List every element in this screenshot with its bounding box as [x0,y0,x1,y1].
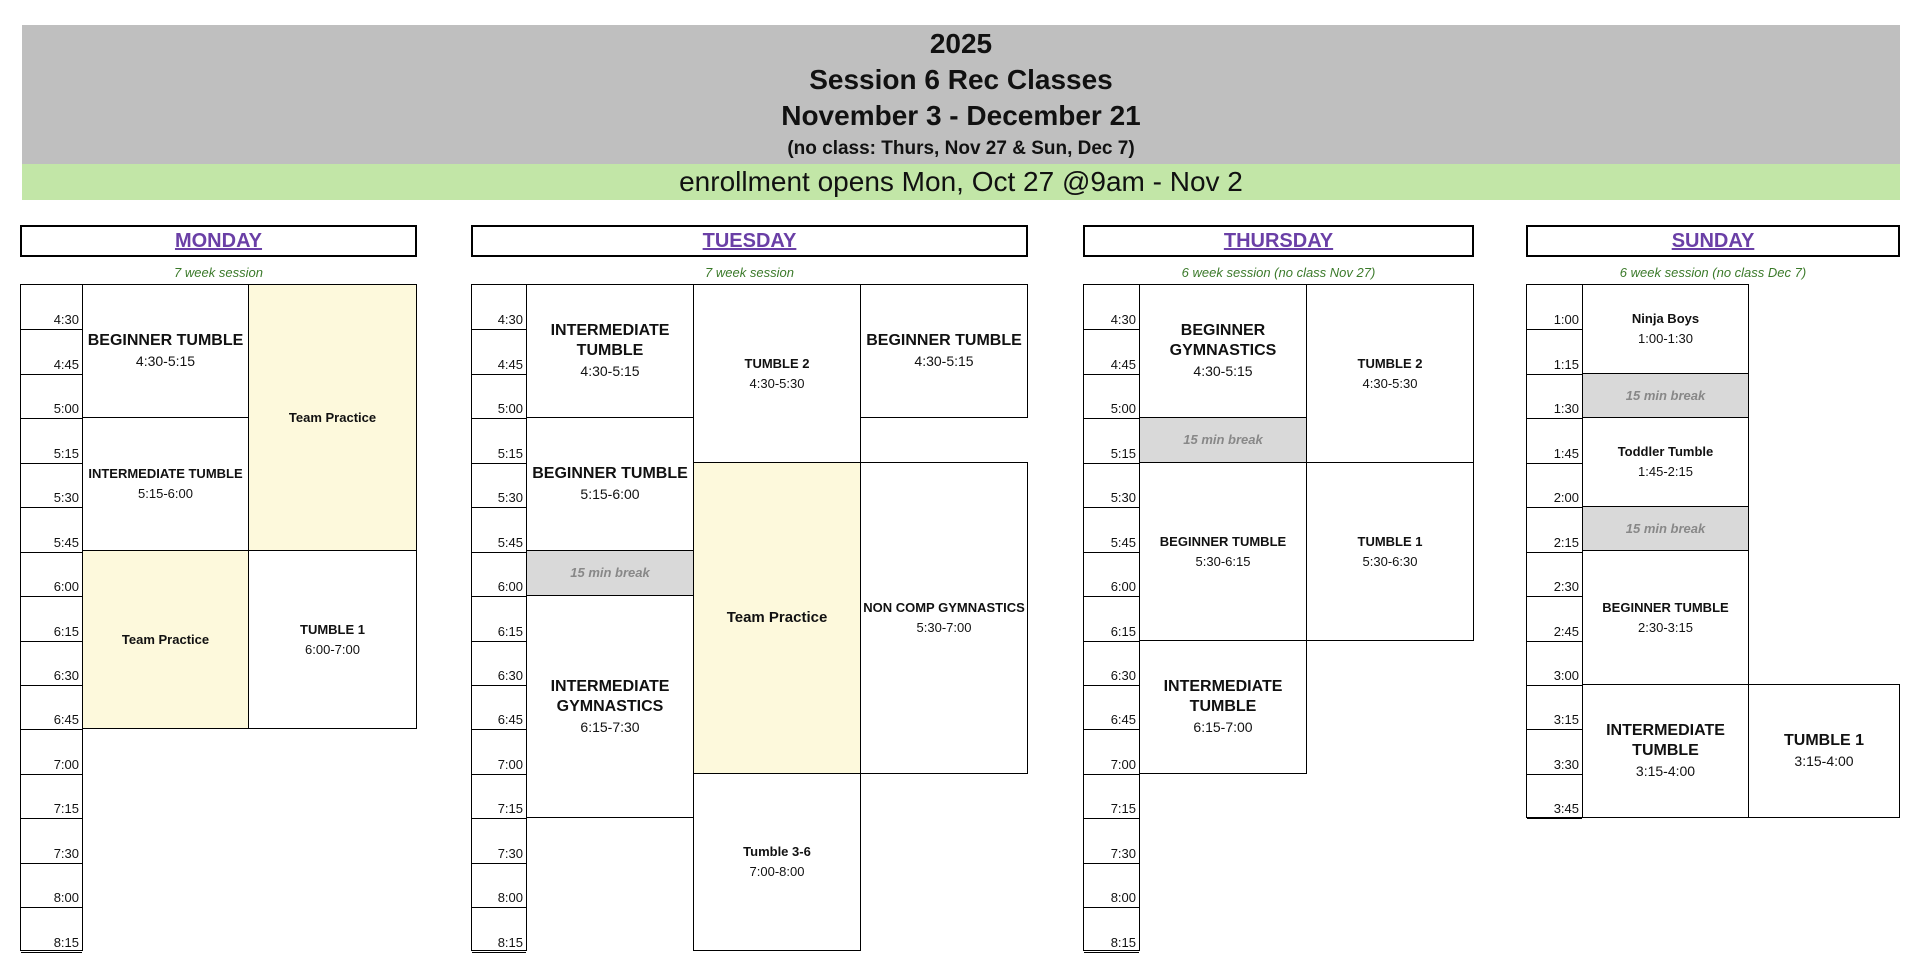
break-label: 15 min break [1625,520,1706,536]
time-label: 4:30 [1110,312,1136,328]
time-label: 7:00 [497,756,523,772]
time-slot [472,863,526,908]
break-label: 15 min break [1183,432,1263,447]
class-name: Tumble 3-6 [743,844,811,859]
time-slot [472,641,526,686]
class-block [1139,462,1307,641]
class-block [526,284,694,418]
day-header-monday: MONDAY [20,225,417,257]
class-time: 6:15-7:30 [580,718,640,735]
time-label: 5:30 [53,490,79,506]
session-note-monday: 7 week session [174,265,263,280]
time-slot [472,774,526,819]
time-label: 4:45 [497,356,523,372]
session-note-sunday: 6 week session (no class Dec 7) [1619,265,1807,280]
class-block [1582,417,1749,507]
time-label: 6:45 [53,712,79,728]
time-slot [1527,774,1582,819]
class-time: 4:30-5:15 [1193,363,1253,379]
class-name: TUMBLE 1 [300,621,365,637]
time-slot [21,818,82,863]
day-header-tuesday: TUESDAY [471,225,1028,257]
class-time: 7:00-8:00 [749,864,805,879]
class-block [693,284,861,463]
break-block [1139,417,1307,463]
class-block [1306,284,1474,463]
break-block [526,550,694,596]
class-time: 4:30-5:15 [914,353,974,369]
class-time: 5:15-6:00 [580,486,640,502]
time-label: 2:00 [1553,490,1579,506]
class-time: 4:30-5:30 [749,375,805,391]
time-slot [21,374,82,419]
time-label: 2:30 [1553,579,1579,595]
time-label: 8:00 [1110,890,1136,906]
time-label: 6:00 [497,579,523,595]
time-slot [472,285,526,330]
time-label: 8:00 [53,890,79,906]
time-label: 2:15 [1553,534,1579,550]
class-block [1139,640,1307,774]
class-block [860,284,1028,418]
class-name: BEGINNER GYMNASTICS [1169,322,1277,359]
time-slot [21,774,82,819]
class-name: TUMBLE 1 [1357,533,1423,549]
time-slot [21,507,82,552]
time-slot [21,907,82,952]
class-block [693,773,861,951]
time-slot [1527,685,1582,730]
time-slot [472,685,526,730]
time-label: 8:00 [497,890,523,906]
time-label: 6:00 [1110,579,1136,595]
time-slot [1084,329,1139,374]
class-time: 1:00-1:30 [1638,331,1693,346]
time-label: 8:15 [1110,934,1136,950]
time-slot [1084,730,1139,775]
break-label: 15 min break [1625,387,1706,403]
time-slot [472,907,526,952]
class-block [1582,684,1749,818]
time-slot [472,730,526,775]
class-time: 5:30-7:00 [916,620,972,635]
time-label: 6:30 [1110,668,1136,684]
time-slot [1084,507,1139,552]
time-slot [1084,374,1139,419]
class-block [82,284,249,418]
class-block [1306,462,1474,641]
class-time: 5:30-6:15 [1195,553,1251,569]
class-time: 6:15-7:00 [1193,719,1253,735]
time-label: 7:30 [1110,845,1136,861]
class-name: BEGINNER TUMBLE [866,332,1022,349]
time-label: 1:15 [1553,356,1579,372]
class-name: INTERMEDIATE GYMNASTICS [550,677,670,715]
class-block [860,462,1028,774]
time-slot [21,863,82,908]
class-name: INTERMEDIATE TUMBLE [550,322,670,359]
class-name: TUMBLE 2 [744,355,810,371]
class-name: INTERMEDIATE TUMBLE [88,466,243,481]
session-note-tuesday: 7 week session [705,265,794,280]
class-name: Team Practice [726,609,828,626]
time-slot [1084,463,1139,508]
class-name: Team Practice [121,631,210,647]
time-label: 5:15 [497,445,523,461]
time-label: 5:15 [1110,445,1136,461]
time-slot [1084,285,1139,330]
time-label: 7:15 [1110,801,1136,817]
time-column-sunday [1526,284,1583,818]
class-name: TUMBLE 2 [1357,355,1423,371]
time-slot [21,685,82,730]
time-slot [1527,374,1582,419]
class-time: 5:15-6:00 [138,486,193,501]
time-slot [1527,463,1582,508]
time-slot [21,730,82,775]
time-label: 2:45 [1553,623,1579,639]
time-label: 7:15 [497,801,523,817]
time-label: 6:15 [53,623,79,639]
time-slot [21,285,82,330]
time-label: 6:45 [1110,712,1136,728]
time-column-tuesday [471,284,527,951]
time-label: 6:30 [53,668,79,684]
time-slot [472,818,526,863]
time-label: 5:45 [53,534,79,550]
time-slot [21,418,82,463]
time-slot [1084,641,1139,686]
time-label: 5:00 [53,401,79,417]
time-slot [1084,552,1139,597]
time-slot [1527,730,1582,775]
time-label: 1:30 [1553,401,1579,417]
time-label: 7:15 [53,801,79,817]
schedule-header [22,25,1900,164]
time-label: 4:30 [497,312,523,328]
time-label: 7:00 [53,756,79,772]
time-slot [1527,552,1582,597]
time-slot [21,329,82,374]
time-label: 5:45 [1110,534,1136,550]
time-label: 3:45 [1553,801,1579,817]
time-label: 5:30 [1110,490,1136,506]
time-label: 6:00 [53,579,79,595]
time-label: 8:15 [53,934,79,950]
time-label: 5:45 [497,534,523,550]
time-slot [1084,818,1139,863]
time-slot [21,552,82,597]
class-time: 3:15-4:00 [1794,753,1854,769]
time-label: 1:00 [1553,312,1579,328]
time-slot [21,596,82,641]
time-label: 6:15 [1110,623,1136,639]
class-name: Team Practice [288,409,377,425]
break-block [1582,373,1749,418]
time-label: 6:30 [497,668,523,684]
class-name: NON COMP GYMNASTICS [863,600,1025,615]
time-slot [1527,596,1582,641]
time-slot [1527,507,1582,552]
session-note-thursday: 6 week session (no class Nov 27) [1181,265,1376,280]
class-name: INTERMEDIATE TUMBLE [1163,678,1283,715]
session-dates: November 3 - December 21 [781,100,1141,131]
time-label: 4:45 [1110,356,1136,372]
class-name: TUMBLE 1 [1784,732,1864,749]
time-slot [1084,907,1139,952]
time-column-monday [20,284,83,951]
time-slot [1084,863,1139,908]
time-slot [1084,596,1139,641]
class-block [1748,684,1900,818]
time-slot [472,552,526,597]
enrollment-banner: enrollment opens Mon, Oct 27 @9am - Nov 2 [22,164,1900,200]
time-label: 4:30 [53,312,79,328]
time-label: 8:15 [497,934,523,950]
time-label: 7:30 [53,845,79,861]
class-name: BEGINNER TUMBLE [1159,533,1287,549]
time-column-thursday [1083,284,1140,951]
session-title: Session 6 Rec Classes [809,64,1113,95]
time-slot [1084,774,1139,819]
class-time: 4:30-5:30 [1362,375,1418,391]
class-time: 3:15-4:00 [1635,763,1696,779]
no-class-note: (no class: Thurs, Nov 27 & Sun, Dec 7) [787,138,1135,159]
time-slot [1527,418,1582,463]
class-block [82,417,249,551]
class-name: BEGINNER TUMBLE [532,465,688,482]
class-time: 6:00-7:00 [305,641,360,657]
class-block [526,595,694,818]
time-slot [21,463,82,508]
time-slot [1084,685,1139,730]
time-label: 1:45 [1553,445,1579,461]
time-label: 5:15 [53,445,79,461]
class-time: 5:30-6:30 [1362,553,1418,569]
time-slot [472,596,526,641]
class-time: 4:30-5:15 [135,353,196,369]
class-name: Ninja Boys [1631,311,1700,326]
time-label: 3:15 [1553,712,1579,728]
time-slot [472,463,526,508]
time-label: 6:45 [497,712,523,728]
time-slot [1527,329,1582,374]
time-label: 6:15 [497,623,523,639]
time-slot [21,641,82,686]
class-block [1582,550,1749,685]
break-label: 15 min break [570,565,650,580]
class-time: 2:30-3:15 [1638,619,1693,635]
class-name: Toddler Tumble [1617,444,1714,459]
time-label: 5:00 [497,401,523,417]
team-practice-block [82,550,249,729]
year-title: 2025 [929,28,993,59]
time-label: 5:30 [497,490,523,506]
time-label: 4:45 [53,356,79,372]
team-practice-block [693,462,861,774]
class-name: BEGINNER TUMBLE [1602,599,1729,615]
time-label: 7:00 [1110,756,1136,772]
team-practice-block [248,284,417,551]
time-slot [472,418,526,463]
time-slot [1527,285,1582,330]
class-block [1582,284,1749,374]
time-slot [472,507,526,552]
class-block [526,417,694,551]
class-block [248,550,417,729]
time-slot [1527,641,1582,686]
break-block [1582,506,1749,551]
class-name: BEGINNER TUMBLE [87,332,244,349]
time-label: 5:00 [1110,401,1136,417]
time-label: 3:30 [1553,756,1579,772]
day-header-thursday: THURSDAY [1083,225,1474,257]
day-header-sunday: SUNDAY [1526,225,1900,257]
time-label: 3:00 [1553,668,1579,684]
time-slot [472,374,526,419]
time-label: 7:30 [497,845,523,861]
class-name: INTERMEDIATE TUMBLE [1606,722,1725,759]
class-time: 4:30-5:15 [580,363,640,379]
time-slot [1084,418,1139,463]
time-slot [472,329,526,374]
class-time: 1:45-2:15 [1638,464,1693,479]
class-block [1139,284,1307,418]
